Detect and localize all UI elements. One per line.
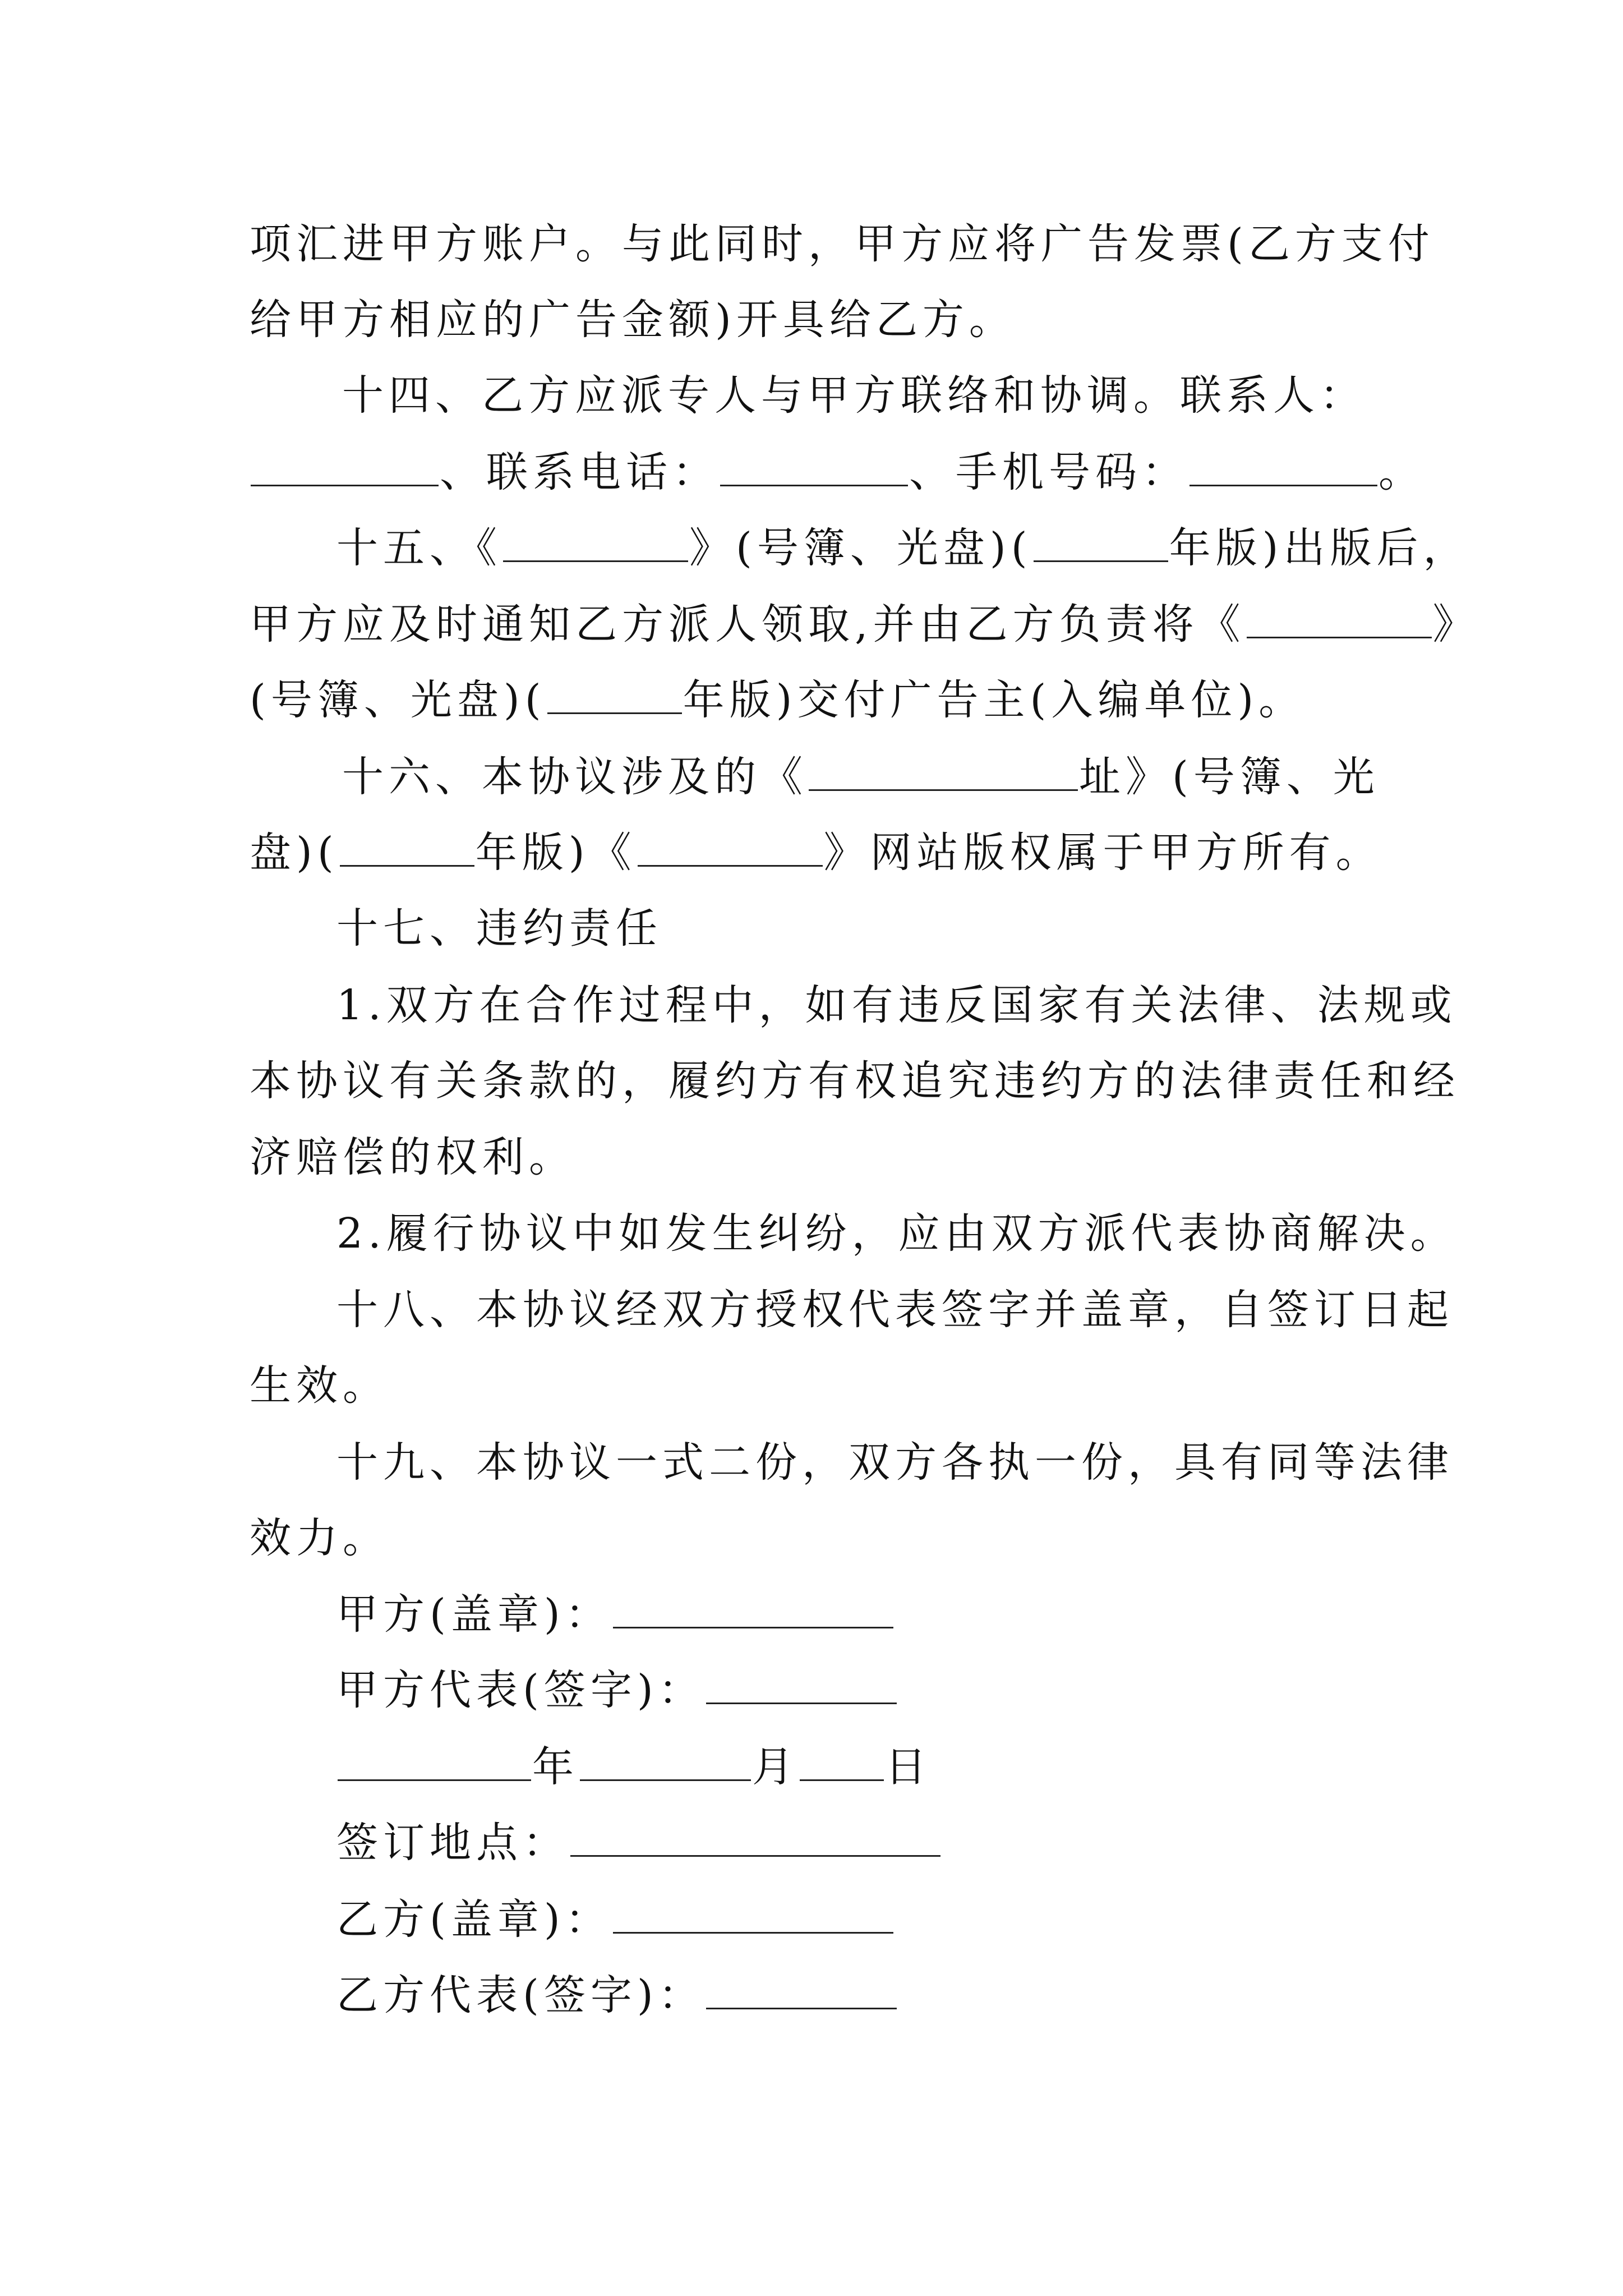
day-label: 日 [885, 1743, 932, 1791]
para18-text-2: 生效。 [250, 1361, 389, 1410]
para15-text-3a: (号簿、光盘)( [250, 676, 546, 724]
sign-date-row [336, 1742, 932, 1792]
year-label: 年 [532, 1743, 579, 1791]
para15-line3 [250, 675, 1305, 725]
para15-text-2a: 甲方应及时通知乙方派人领取,并由乙方负责将《 [250, 600, 1246, 648]
edition-year-blank-3[interactable] [340, 830, 474, 867]
para17-item1-text-3: 济赔偿的权利。 [250, 1133, 575, 1181]
para15-text-a: 十五、《 [336, 524, 502, 572]
para14-line2 [250, 447, 1425, 498]
month-label: 月 [752, 1743, 799, 1791]
para19-text-1: 十九、本协议一式二份，双方各执一份，具有同等法律 [336, 1438, 1454, 1487]
para15-text-2b: 》 [1432, 600, 1479, 648]
para17-item2 [336, 1208, 1457, 1259]
para17-item1-text-1: 1.双方在合作过程中，如有违反国家有关法律、法规或 [336, 981, 1457, 1029]
para16-text-2c: 》网站版权属于甲方所有。 [823, 829, 1382, 877]
party-a-seal-label: 甲方(盖章)： [336, 1590, 612, 1639]
para16-line2 [250, 827, 1382, 878]
para17-item2-text: 2.履行协议中如发生纠纷，应由双方派代表协商解决。 [336, 1209, 1457, 1258]
para16-text-2a: 盘)( [250, 829, 339, 877]
breach-liability-heading: 十七、违约责任 [336, 904, 662, 953]
party-a-rep-blank[interactable] [706, 1668, 897, 1704]
party-b-rep-row [336, 1970, 898, 2021]
para15-line2 [250, 599, 1479, 650]
website-address-blank[interactable] [809, 754, 1078, 791]
para13-text-1: 项汇进甲方账户。与此同时，甲方应将广告发票(乙方支付 [250, 220, 1435, 268]
para14-end: 。 [1378, 448, 1425, 496]
party-b-seal-blank[interactable] [613, 1897, 893, 1934]
para14-mobile-label: 、手机号码： [909, 448, 1188, 496]
para17-heading [336, 903, 662, 954]
para18-line1 [336, 1285, 1454, 1335]
sign-place-row [336, 1818, 942, 1868]
edition-year-blank[interactable] [1034, 526, 1168, 562]
party-a-rep-label: 甲方代表(签字)： [336, 1666, 705, 1714]
para16-text-b: 址》(号簿、光 [1079, 753, 1380, 801]
para17-item1-line3 [250, 1132, 575, 1182]
para17-item1-line2 [250, 1056, 1460, 1106]
para16-text-2b: 年版)《 [475, 829, 637, 877]
para14-text-1: 十四、乙方应派专人与甲方联络和协调。联系人： [342, 371, 1366, 420]
party-a-rep-row [336, 1665, 898, 1715]
para16-text-a: 十六、本协议涉及的《 [342, 753, 808, 801]
day-blank[interactable] [800, 1745, 884, 1781]
para18-line2 [250, 1360, 389, 1411]
contact-phone-blank[interactable] [720, 450, 908, 486]
para19-line1 [336, 1437, 1454, 1488]
party-b-seal-row [336, 1894, 895, 1945]
directory-name-blank-2[interactable] [1247, 602, 1432, 638]
para14-line1 [342, 370, 1366, 421]
para15-text-c: 年版)出版后， [1169, 524, 1470, 572]
para19-text-2: 效力。 [250, 1514, 389, 1562]
website-name-blank[interactable] [638, 830, 823, 867]
sign-place-blank[interactable] [570, 1820, 940, 1857]
month-blank[interactable] [580, 1745, 751, 1781]
party-a-seal-blank[interactable] [613, 1592, 893, 1628]
para18-text-1: 十八、本协议经双方授权代表签字并盖章，自签订日起 [336, 1286, 1454, 1334]
para13-text-2: 给甲方相应的广告金额)开具给乙方。 [250, 296, 1016, 344]
para13-line2 [250, 295, 1016, 345]
para14-phone-label: 、联系电话： [440, 448, 719, 496]
sign-place-label: 签订地点： [336, 1819, 569, 1867]
para15-line1 [336, 523, 1470, 573]
para13-line1 [250, 219, 1435, 269]
party-b-rep-blank[interactable] [706, 1973, 897, 2009]
party-a-seal-row [336, 1589, 895, 1640]
contact-person-blank[interactable] [251, 450, 439, 486]
party-b-rep-label: 乙方代表(签字)： [336, 1971, 705, 2019]
directory-name-blank[interactable] [503, 526, 688, 562]
mobile-number-blank[interactable] [1189, 450, 1377, 486]
para16-line1 [342, 752, 1380, 802]
party-b-seal-label: 乙方(盖章)： [336, 1895, 612, 1944]
para15-text-3b: 年版)交付广告主(入编单位)。 [683, 676, 1306, 724]
edition-year-blank-2[interactable] [547, 678, 682, 714]
para15-text-b: 》(号簿、光盘)( [689, 524, 1032, 572]
para17-item1-text-2: 本协议有关条款的，履约方有权追究违约方的法律责任和经 [250, 1057, 1460, 1105]
year-blank[interactable] [338, 1745, 531, 1781]
para19-line2 [250, 1513, 389, 1563]
para17-item1-line1 [336, 980, 1457, 1030]
